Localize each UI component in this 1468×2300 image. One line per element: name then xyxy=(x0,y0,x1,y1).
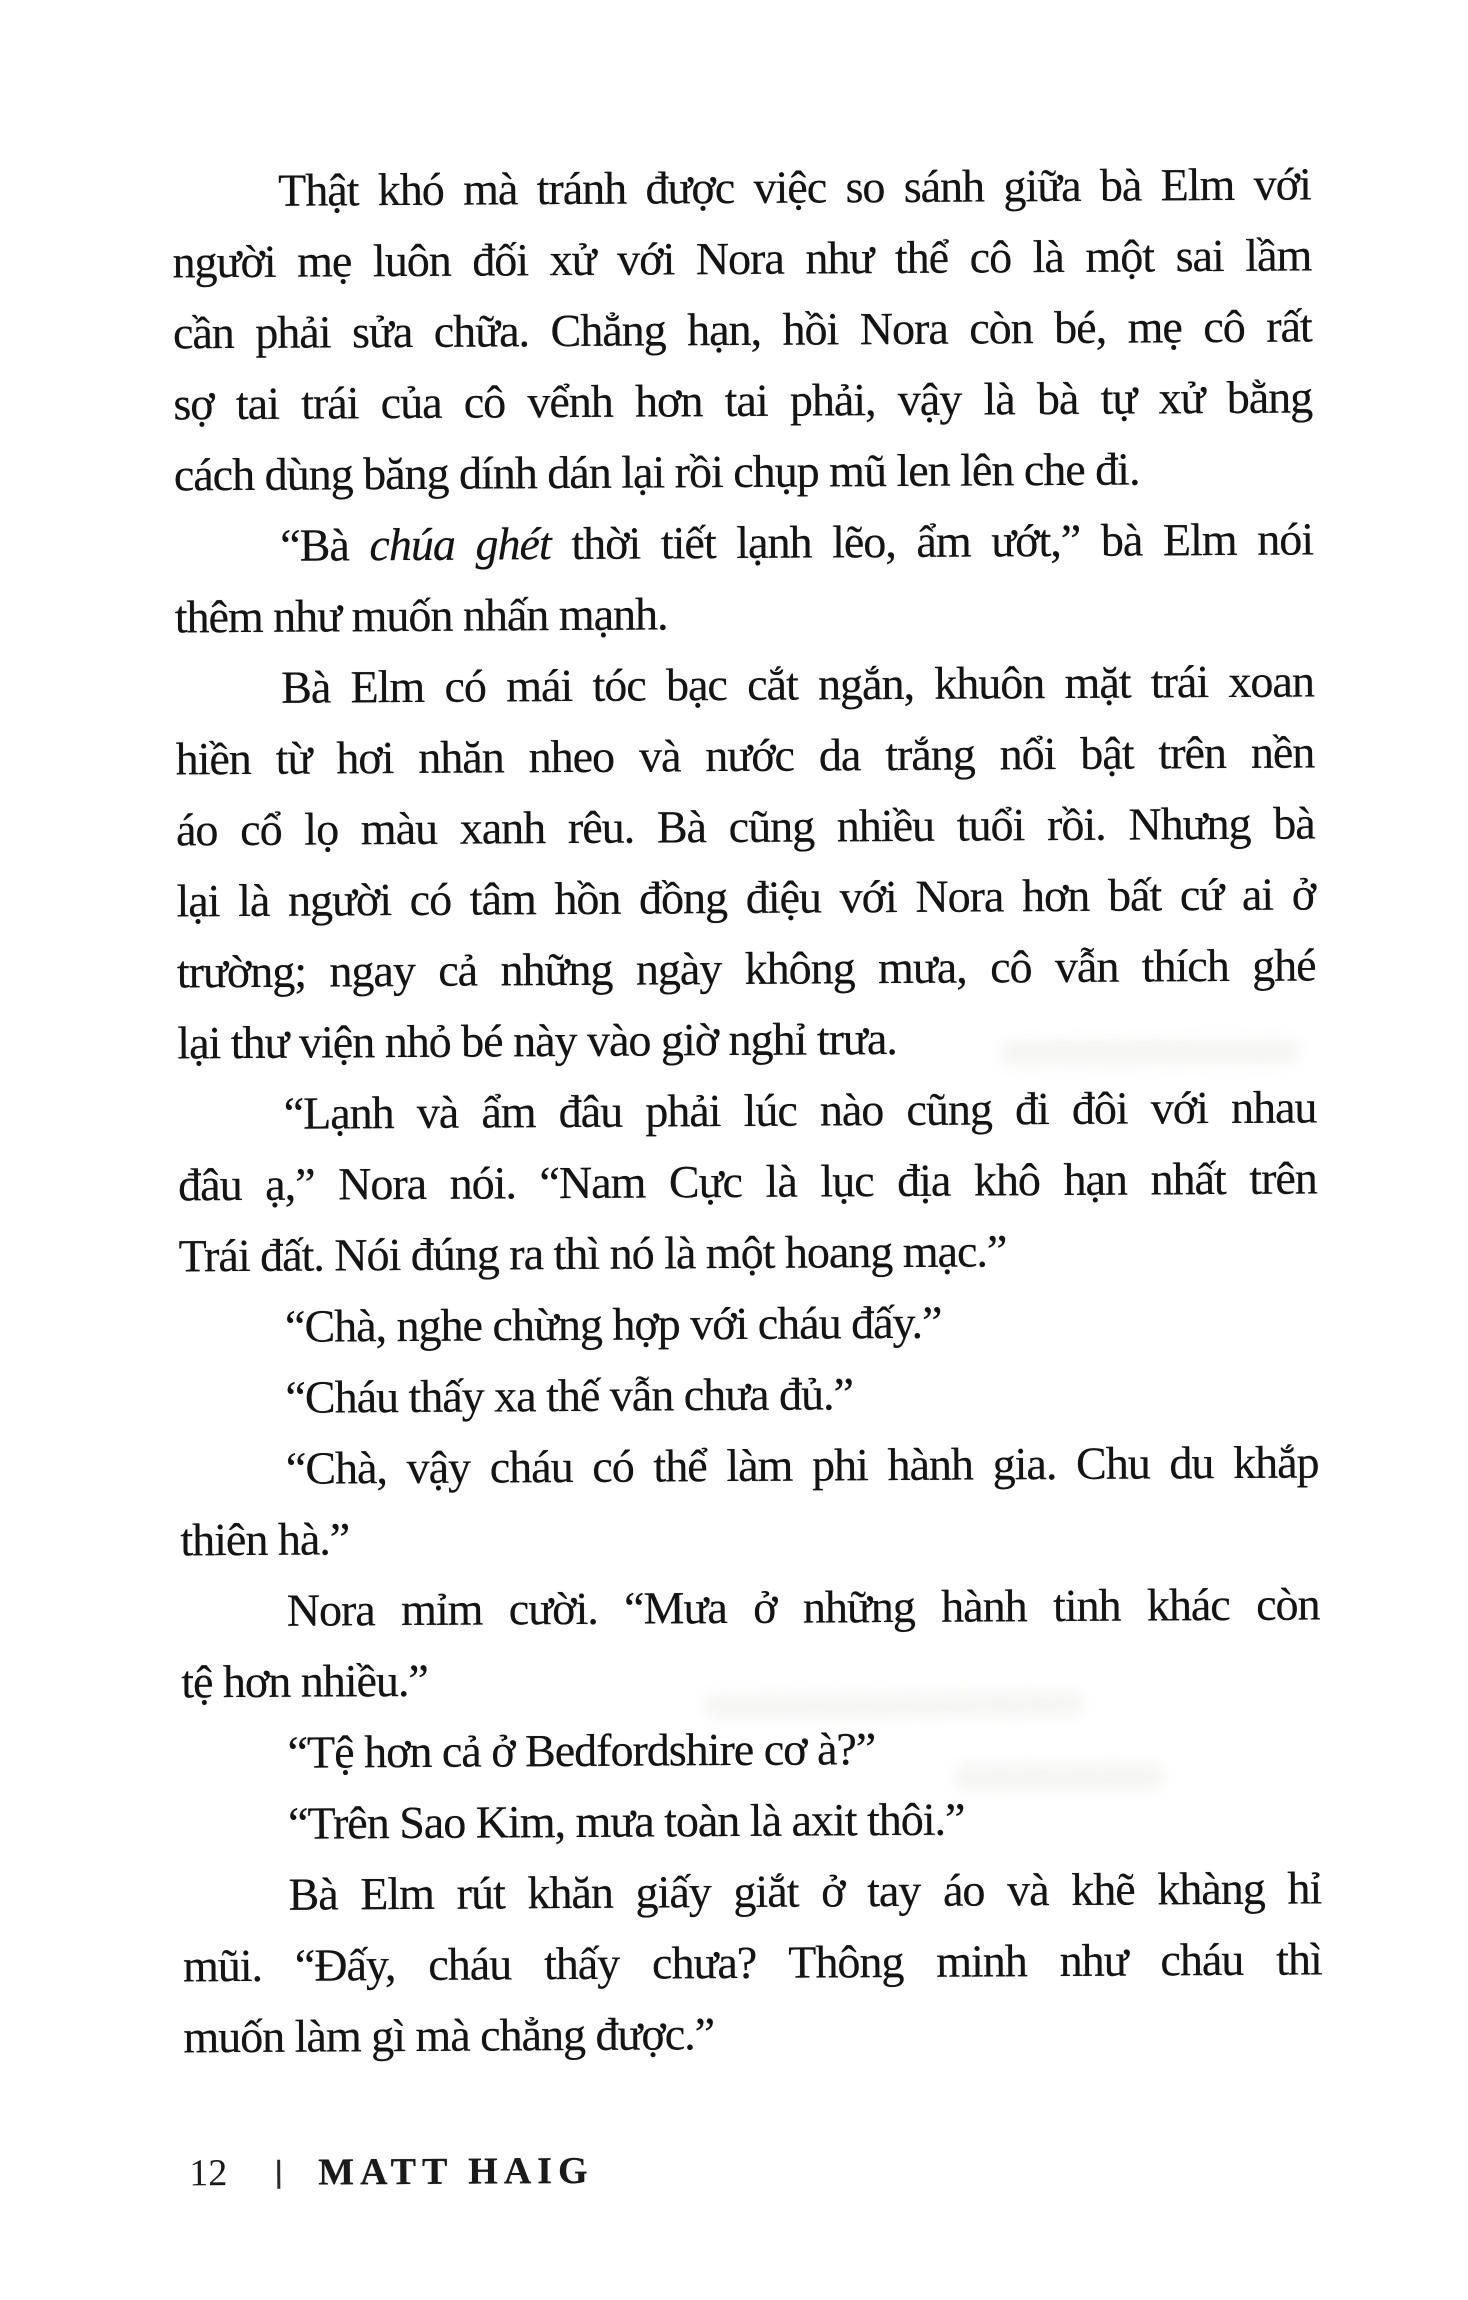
text-run: “Chà, nghe chừng hợp với cháu đấy.” xyxy=(284,1296,942,1352)
text-line-content xyxy=(175,726,1314,784)
text-run: tệ hơn nhiều.” xyxy=(181,1654,429,1708)
paragraph xyxy=(180,1426,1320,1575)
text-line xyxy=(180,1426,1319,1504)
text-line-content xyxy=(288,1723,876,1778)
text-line-content xyxy=(176,868,1315,926)
text-run: cần phải sửa chữa. Chẳng hạn, hồi Nora còn bé, mẹ cô rất xyxy=(172,300,1312,359)
paragraph xyxy=(179,1355,1318,1433)
text-line-content xyxy=(178,1152,1317,1210)
text-run: “Tệ hơn cả ở Bedfordshire cơ à?” xyxy=(287,1723,876,1778)
text-run: Bà Elm rút khăn giấy giắt ở tay áo và khẽ khàng hỉ xyxy=(288,1862,1322,1920)
text-run: “Lạnh và ẩm đâu phải lúc nào cũng đi đôi với nhau xyxy=(283,1081,1317,1139)
text-line xyxy=(178,1142,1317,1220)
text-line-content xyxy=(175,588,668,642)
text-line xyxy=(175,645,1314,723)
text-line xyxy=(177,1000,1316,1078)
text-run: thời tiết lạnh lẽo, ẩm ướt,” bà Elm nói xyxy=(550,513,1314,570)
text-line-content xyxy=(183,2008,714,2062)
text-line xyxy=(175,574,1314,652)
text-run: áo cổ lọ màu xanh rêu. Bà cũng nhiều tuổi rồi. Nhưng bà xyxy=(175,797,1315,856)
text-line xyxy=(176,787,1315,865)
text-run: lại thư viện nhỏ bé này vào giờ nghỉ trưa. xyxy=(177,1013,897,1069)
text-line xyxy=(183,1923,1322,2001)
text-run: thiên hà.” xyxy=(180,1513,350,1566)
text-line-content xyxy=(285,1368,853,1422)
paragraph xyxy=(181,1568,1321,1717)
text-line xyxy=(179,1355,1318,1433)
text-line-content xyxy=(174,444,1140,501)
text-line-content xyxy=(176,797,1315,855)
text-line xyxy=(173,361,1312,439)
paragraph xyxy=(181,1710,1320,1788)
text-line xyxy=(179,1284,1318,1362)
text-line-content xyxy=(278,158,1311,215)
text-run: Nora mỉm cười. “Mưa ở những hành tinh khác còn xyxy=(286,1578,1320,1636)
text-line xyxy=(181,1639,1320,1717)
text-line-content xyxy=(180,1513,349,1565)
text-line xyxy=(182,1781,1321,1859)
text-run: lại là người có tâm hồn đồng điệu với Nora hơn bất cứ ai ở xyxy=(176,868,1316,927)
text-run: người mẹ luôn đối xử với Nora như thể cô là một sai lầm xyxy=(172,229,1312,288)
text-line xyxy=(180,1497,1319,1575)
page-number: 12 xyxy=(189,2152,228,2195)
paragraph xyxy=(182,1781,1321,1859)
text-line-content xyxy=(281,655,1314,712)
footer-separator-bar xyxy=(277,2159,280,2188)
text-line-content xyxy=(173,371,1312,429)
text-line xyxy=(177,929,1316,1007)
text-line xyxy=(181,1710,1320,1788)
text-line xyxy=(174,503,1313,581)
text-line xyxy=(172,148,1311,226)
text-run: mũi. “Đấy, cháu thấy chưa? Thông minh như cháu thì xyxy=(182,1933,1322,1992)
paragraph xyxy=(182,1852,1322,2072)
text-line-content xyxy=(288,1862,1321,1919)
text-run: thêm như muốn nhấn mạnh. xyxy=(174,588,668,643)
italic-text-run: chúa ghét xyxy=(369,518,551,571)
running-footer-author: MATT HAIG xyxy=(318,2149,594,2194)
text-line-content xyxy=(183,1933,1322,1991)
text-run: Bà Elm có mái tóc bạc cắt ngắn, khuôn mặt trái xoan xyxy=(281,655,1315,713)
text-run: “Trên Sao Kim, mưa toàn là axit thôi.” xyxy=(287,1793,965,1849)
text-line xyxy=(172,219,1311,297)
text-line xyxy=(173,290,1312,368)
text-line-content xyxy=(181,1655,428,1708)
text-run: Thật khó mà tránh được việc so sánh giữa bà Elm với xyxy=(277,158,1311,216)
text-run: sợ tai trái của cô vểnh hơn tai phải, vậy là bà tự xử bằng xyxy=(173,371,1313,430)
text-run: “Bà xyxy=(280,519,370,571)
text-line-content xyxy=(280,513,1313,570)
text-line xyxy=(178,1213,1317,1291)
page-footer xyxy=(189,2149,594,2195)
text-block xyxy=(172,148,1323,2072)
paragraph xyxy=(174,503,1314,652)
text-run: Trái đất. Nói đúng ra thì nó là một hoang mạc.” xyxy=(178,1225,1007,1282)
text-line-content xyxy=(172,229,1311,287)
text-line xyxy=(176,858,1315,936)
text-line-content xyxy=(177,939,1316,997)
text-line-content xyxy=(287,1578,1320,1635)
text-line xyxy=(183,1994,1322,2072)
paragraph xyxy=(179,1284,1318,1362)
text-run: cách dùng băng dính dán lại rồi chụp mũ len lên che đi. xyxy=(173,443,1140,501)
text-line xyxy=(178,1071,1317,1149)
text-line-content xyxy=(173,300,1312,358)
text-run: hiền từ hơi nhăn nheo và nước da trắng nổi bật trên nền xyxy=(175,726,1315,785)
text-run: muốn làm gì mà chẳng được.” xyxy=(183,2008,715,2063)
text-line-content xyxy=(177,1013,897,1068)
text-line-content xyxy=(286,1436,1319,1493)
text-line-content xyxy=(284,1081,1317,1138)
text-line-content xyxy=(288,1794,965,1849)
paragraph xyxy=(178,1071,1318,1291)
paragraph xyxy=(172,148,1313,510)
text-run: đâu ạ,” Nora nói. “Nam Cực là lục địa khô hạn nhất trên xyxy=(178,1152,1317,1211)
text-line xyxy=(181,1568,1320,1646)
text-run: “Chà, vậy cháu có thể làm phi hành gia. Chu du khắp xyxy=(285,1436,1319,1494)
text-line-content xyxy=(285,1297,942,1352)
paragraph xyxy=(175,645,1317,1078)
text-line xyxy=(175,716,1314,794)
text-run: trường; ngay cả những ngày không mưa, cô vẫn thích ghé xyxy=(176,939,1316,998)
text-line xyxy=(182,1852,1321,1930)
text-line xyxy=(174,432,1313,510)
text-line-content xyxy=(178,1225,1006,1281)
text-run: “Cháu thấy xa thế vẫn chưa đủ.” xyxy=(285,1368,854,1423)
